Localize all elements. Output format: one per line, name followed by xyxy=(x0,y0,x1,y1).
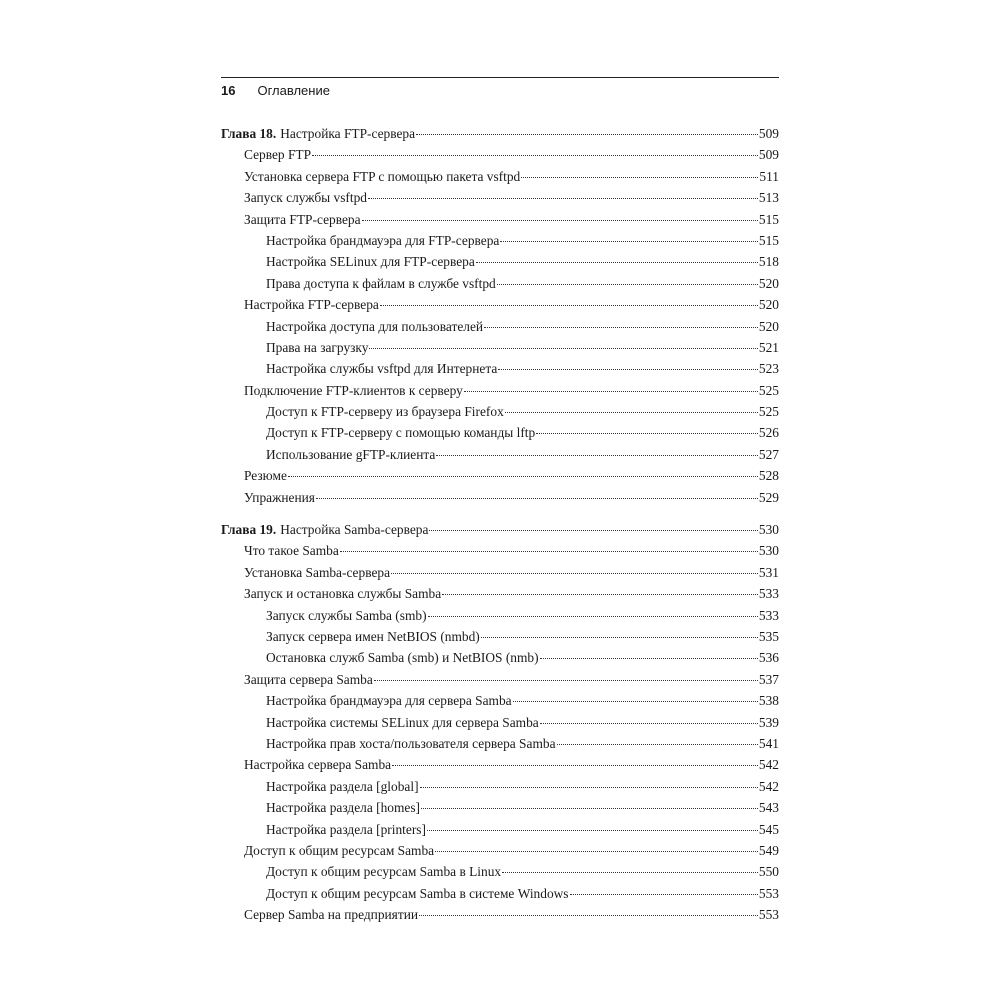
page-ref: 520 xyxy=(758,297,779,313)
dot-leader xyxy=(498,369,758,370)
dot-leader xyxy=(427,830,758,831)
entry-title: Сервер Samba на предприятии xyxy=(244,907,419,923)
entry-title: Сервер FTP xyxy=(244,147,312,163)
page-ref: 518 xyxy=(758,254,779,270)
toc-subsection-entry[interactable] xyxy=(221,819,779,840)
running-title: Оглавление xyxy=(257,83,330,98)
page-ref: 523 xyxy=(758,361,779,377)
dot-leader xyxy=(316,498,758,499)
page-ref: 539 xyxy=(758,714,779,730)
page-ref: 513 xyxy=(758,190,779,206)
dot-leader xyxy=(419,915,758,916)
entry-title: Настройка раздела [homes] xyxy=(266,800,421,816)
entry-title: Подключение FTP-клиентов к серверу xyxy=(244,382,463,398)
toc-section-entry[interactable] xyxy=(221,465,779,486)
toc-subsection-entry[interactable] xyxy=(221,690,779,711)
page-ref: 515 xyxy=(758,232,779,248)
dot-leader xyxy=(368,198,758,199)
page-ref: 515 xyxy=(758,211,779,227)
page-ref: 541 xyxy=(758,735,779,751)
entry-title: Запуск службы vsftpd xyxy=(244,190,367,206)
entry-title: Запуск службы Samba (smb) xyxy=(266,607,427,623)
dot-leader xyxy=(420,787,758,788)
toc-subsection-entry[interactable] xyxy=(221,861,779,882)
entry-title: Права на загрузку xyxy=(266,339,369,355)
page-ref: 531 xyxy=(758,564,779,580)
entry-title: Доступ к общим ресурсам Samba xyxy=(244,842,435,858)
toc-section-entry[interactable] xyxy=(221,904,779,925)
page-number: 16 xyxy=(221,83,236,98)
toc-section-entry[interactable] xyxy=(221,144,779,165)
toc-section-entry[interactable] xyxy=(221,754,779,775)
page-ref: 525 xyxy=(758,382,779,398)
entry-title: Защита сервера Samba xyxy=(244,671,373,687)
page-ref: 537 xyxy=(758,671,779,687)
toc-section-entry[interactable] xyxy=(221,187,779,208)
dot-leader xyxy=(416,134,758,135)
entry-title: Настройка SELinux для FTP-сервера xyxy=(266,254,475,270)
page-ref: 528 xyxy=(758,468,779,484)
toc-chapter-entry[interactable] xyxy=(221,519,779,540)
page-ref: 526 xyxy=(758,425,779,441)
page-ref: 536 xyxy=(758,650,779,666)
toc-chapter-section xyxy=(221,123,779,508)
toc-section-entry[interactable] xyxy=(221,487,779,508)
entry-title: Права доступа к файлам в службе vsftpd xyxy=(266,275,496,291)
toc-section-entry[interactable] xyxy=(221,562,779,583)
page-ref: 543 xyxy=(758,800,779,816)
dot-leader xyxy=(392,765,758,766)
toc-section-entry[interactable] xyxy=(221,583,779,604)
toc-section-entry[interactable] xyxy=(221,209,779,230)
toc-subsection-entry[interactable] xyxy=(221,251,779,272)
page-ref: 511 xyxy=(759,168,779,184)
entry-title: Остановка служб Samba (smb) и NetBIOS (nmb) xyxy=(266,650,539,666)
toc-subsection-entry[interactable] xyxy=(221,733,779,754)
dot-leader xyxy=(288,476,758,477)
toc-chapter-entry[interactable] xyxy=(221,123,779,144)
entry-title: Настройка прав хоста/пользователя сервера Samba xyxy=(266,735,556,751)
page-ref: 550 xyxy=(758,864,779,880)
entry-title: Настройка сервера Samba xyxy=(244,757,392,773)
page-ref: 553 xyxy=(758,907,779,923)
dot-leader xyxy=(557,744,758,745)
entry-title: Настройка брандмауэра для FTP-сервера xyxy=(266,232,500,248)
page-ref: 509 xyxy=(758,147,779,163)
dot-leader xyxy=(312,155,758,156)
entry-title: Установка Samba-сервера xyxy=(244,564,391,580)
toc-subsection-entry[interactable] xyxy=(221,273,779,294)
page-ref: 520 xyxy=(758,318,779,334)
dot-leader xyxy=(374,680,758,681)
toc-section-entry[interactable] xyxy=(221,166,779,187)
entry-title: Настройка службы vsftpd для Интернета xyxy=(266,361,498,377)
dot-leader xyxy=(540,658,758,659)
dot-leader xyxy=(476,262,758,263)
entry-title: Настройка раздела [printers] xyxy=(266,821,426,837)
page-ref: 542 xyxy=(758,757,779,773)
toc-subsection-entry[interactable] xyxy=(221,776,779,797)
entry-title: Настройка доступа для пользователей xyxy=(266,318,484,334)
dot-leader xyxy=(435,851,758,852)
page-ref: 529 xyxy=(758,489,779,505)
page-ref: 538 xyxy=(758,693,779,709)
dot-leader xyxy=(442,594,758,595)
toc-subsection-entry[interactable] xyxy=(221,358,779,379)
page-ref: 530 xyxy=(758,522,779,538)
entry-title: Доступ к FTP-серверу из браузера Firefox xyxy=(266,404,504,420)
page-header xyxy=(221,77,779,99)
toc-subsection-entry[interactable] xyxy=(221,316,779,337)
entry-title: Доступ к общим ресурсам Samba в системе Windows xyxy=(266,885,569,901)
page-ref: 521 xyxy=(758,339,779,355)
dot-leader xyxy=(497,284,758,285)
entry-title: Резюме xyxy=(244,468,287,484)
toc-subsection-entry[interactable] xyxy=(221,712,779,733)
dot-leader xyxy=(502,872,758,873)
toc-subsection-entry[interactable] xyxy=(221,647,779,668)
entry-title: Использование gFTP-клиента xyxy=(266,446,436,462)
entry-title: Настройка системы SELinux для сервера Samba xyxy=(266,714,539,730)
dot-leader xyxy=(481,637,758,638)
toc-subsection-entry[interactable] xyxy=(221,605,779,626)
chapter-title: Настройка FTP-сервера xyxy=(280,126,416,141)
page-ref: 549 xyxy=(758,842,779,858)
chapter-label: Глава 18. xyxy=(221,126,277,141)
entry-title: Что такое Samba xyxy=(244,543,339,559)
dot-leader xyxy=(421,808,758,809)
table-of-contents xyxy=(221,123,779,936)
dot-leader xyxy=(540,723,758,724)
entry-title: Установка сервера FTP с помощью пакета vsftpd xyxy=(244,168,521,184)
page-ref: 527 xyxy=(758,446,779,462)
page-ref: 542 xyxy=(758,778,779,794)
dot-leader xyxy=(521,177,758,178)
toc-subsection-entry[interactable] xyxy=(221,401,779,422)
toc-section-entry[interactable] xyxy=(221,380,779,401)
dot-leader xyxy=(505,412,758,413)
page-ref: 545 xyxy=(758,821,779,837)
page-ref: 525 xyxy=(758,404,779,420)
entry-title: Запуск и остановка службы Samba xyxy=(244,586,442,602)
toc-section-entry[interactable] xyxy=(221,540,779,561)
entry-title: Доступ к общим ресурсам Samba в Linux xyxy=(266,864,502,880)
dot-leader xyxy=(391,573,758,574)
toc-subsection-entry[interactable] xyxy=(221,444,779,465)
toc-subsection-entry[interactable] xyxy=(221,337,779,358)
toc-subsection-entry[interactable] xyxy=(221,626,779,647)
toc-subsection-entry[interactable] xyxy=(221,422,779,443)
page-ref: 509 xyxy=(758,126,779,141)
entry-title: Настройка брандмауэра для сервера Samba xyxy=(266,693,512,709)
page-ref: 533 xyxy=(758,607,779,623)
entry-title: Настройка раздела [global] xyxy=(266,778,419,794)
dot-leader xyxy=(484,327,758,328)
page-ref: 520 xyxy=(758,275,779,291)
page-ref: 530 xyxy=(758,543,779,559)
page-ref: 553 xyxy=(758,885,779,901)
entry-title: Настройка FTP-сервера xyxy=(244,297,379,313)
toc-chapter-section xyxy=(221,519,779,925)
entry-title: Запуск сервера имен NetBIOS (nmbd) xyxy=(266,628,480,644)
page-ref: 535 xyxy=(758,628,779,644)
page-ref: 533 xyxy=(758,586,779,602)
entry-title: Доступ к FTP-серверу с помощью команды lftp xyxy=(266,425,536,441)
toc-section-entry[interactable] xyxy=(221,294,779,315)
toc-section-entry[interactable] xyxy=(221,840,779,861)
dot-leader xyxy=(340,551,758,552)
toc-subsection-entry[interactable] xyxy=(221,797,779,818)
entry-title: Упражнения xyxy=(244,489,315,505)
dot-leader xyxy=(464,391,758,392)
toc-subsection-entry[interactable] xyxy=(221,230,779,251)
dot-leader xyxy=(500,241,758,242)
chapter-label: Глава 19. xyxy=(221,522,277,538)
chapter-title: Настройка Samba-сервера xyxy=(280,522,429,538)
dot-leader xyxy=(429,530,757,531)
dot-leader xyxy=(362,220,758,221)
dot-leader xyxy=(570,894,758,895)
toc-section-entry[interactable] xyxy=(221,669,779,690)
dot-leader xyxy=(536,433,758,434)
dot-leader xyxy=(369,348,757,349)
dot-leader xyxy=(436,455,758,456)
toc-subsection-entry[interactable] xyxy=(221,883,779,904)
dot-leader xyxy=(380,305,758,306)
dot-leader xyxy=(513,701,758,702)
dot-leader xyxy=(428,616,758,617)
entry-title: Защита FTP-сервера xyxy=(244,211,361,227)
